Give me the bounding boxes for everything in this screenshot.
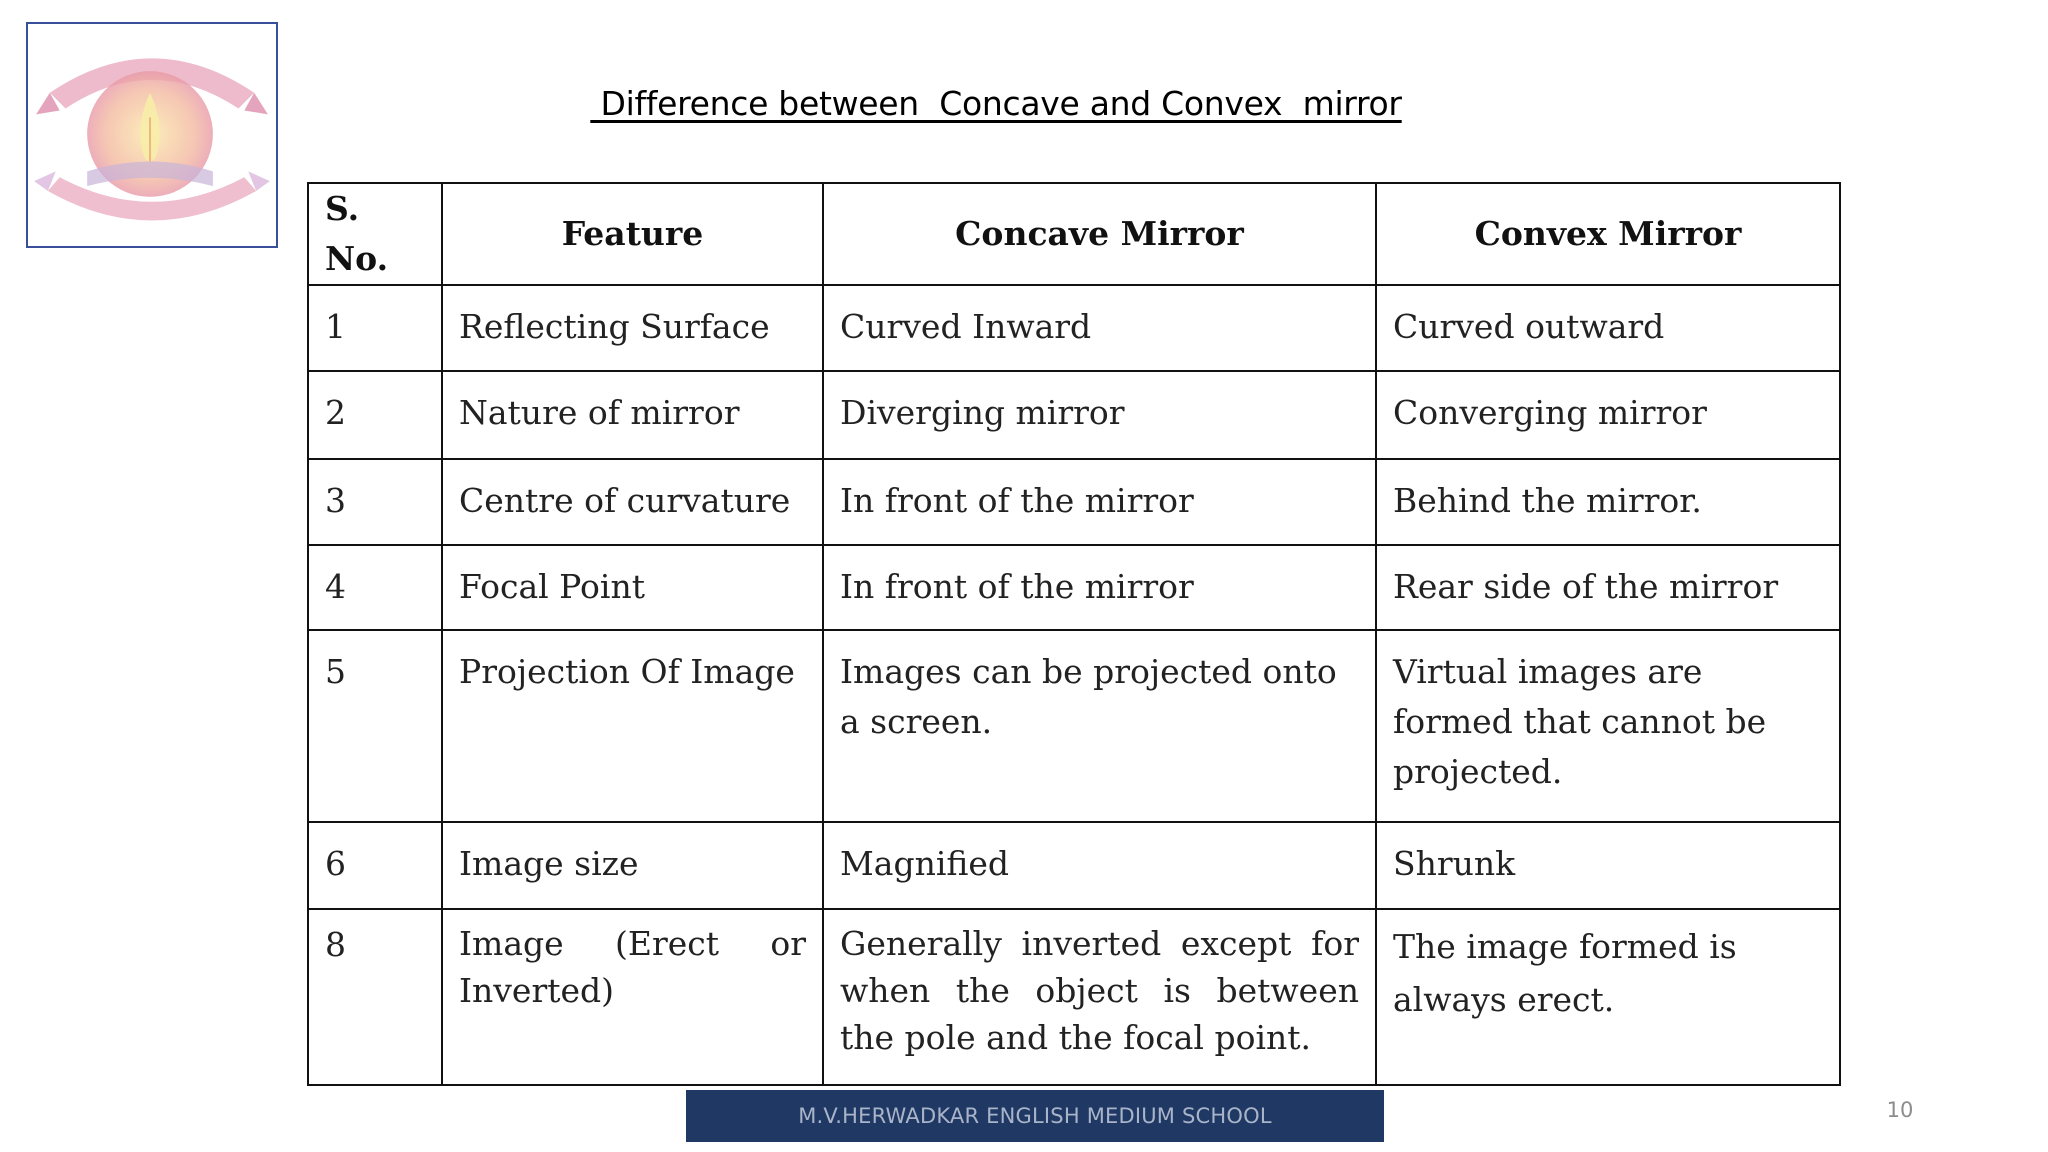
header-convex: Convex Mirror xyxy=(1376,183,1840,285)
table-row xyxy=(308,459,1840,545)
table-row xyxy=(308,371,1840,459)
cell-sno: 5 xyxy=(308,630,442,822)
comparison-table xyxy=(307,182,1841,1086)
school-name-footer: M.V.HERWADKAR ENGLISH MEDIUM SCHOOL xyxy=(686,1090,1384,1142)
school-emblem-icon xyxy=(28,24,276,246)
cell-feature: Reflecting Surface xyxy=(442,285,823,371)
cell-convex: Shrunk xyxy=(1376,822,1840,909)
cell-feature: Projection Of Image xyxy=(442,630,823,822)
table-row xyxy=(308,630,1840,822)
table-header-row xyxy=(308,183,1840,285)
table-row xyxy=(308,822,1840,909)
cell-convex: Rear side of the mirror xyxy=(1376,545,1840,630)
cell-concave: Diverging mirror xyxy=(823,371,1376,459)
cell-convex: Virtual images are formed that cannot be projected. xyxy=(1376,630,1840,822)
cell-sno: 2 xyxy=(308,371,442,459)
cell-concave: In front of the mirror xyxy=(823,545,1376,630)
cell-convex: Behind the mirror. xyxy=(1376,459,1840,545)
header-feature: Feature xyxy=(442,183,823,285)
cell-sno: 3 xyxy=(308,459,442,545)
table-row xyxy=(308,545,1840,630)
cell-sno: 6 xyxy=(308,822,442,909)
cell-concave: Magnified xyxy=(823,822,1376,909)
cell-sno: 8 xyxy=(308,909,442,1085)
cell-feature: Image (Erect or Inverted) xyxy=(442,909,823,1085)
table-row xyxy=(308,285,1840,371)
cell-feature: Nature of mirror xyxy=(442,371,823,459)
cell-feature: Focal Point xyxy=(442,545,823,630)
slide-title: Difference between Concave and Convex mirror xyxy=(590,84,1402,123)
school-logo xyxy=(26,22,278,248)
cell-convex: Curved outward xyxy=(1376,285,1840,371)
cell-convex: The image formed is always erect. xyxy=(1376,909,1840,1085)
cell-concave: Images can be projected onto a screen. xyxy=(823,630,1376,822)
page-number: 10 xyxy=(1886,1098,1914,1122)
cell-feature: Image size xyxy=(442,822,823,909)
cell-convex: Converging mirror xyxy=(1376,371,1840,459)
cell-concave: In front of the mirror xyxy=(823,459,1376,545)
table-row xyxy=(308,909,1840,1085)
cell-concave: Generally inverted except for when the object is between the pole and the focal point. xyxy=(823,909,1376,1085)
header-concave: Concave Mirror xyxy=(823,183,1376,285)
header-sno: S. No. xyxy=(308,183,442,285)
cell-sno: 4 xyxy=(308,545,442,630)
cell-feature: Centre of curvature xyxy=(442,459,823,545)
cell-sno: 1 xyxy=(308,285,442,371)
cell-concave: Curved Inward xyxy=(823,285,1376,371)
